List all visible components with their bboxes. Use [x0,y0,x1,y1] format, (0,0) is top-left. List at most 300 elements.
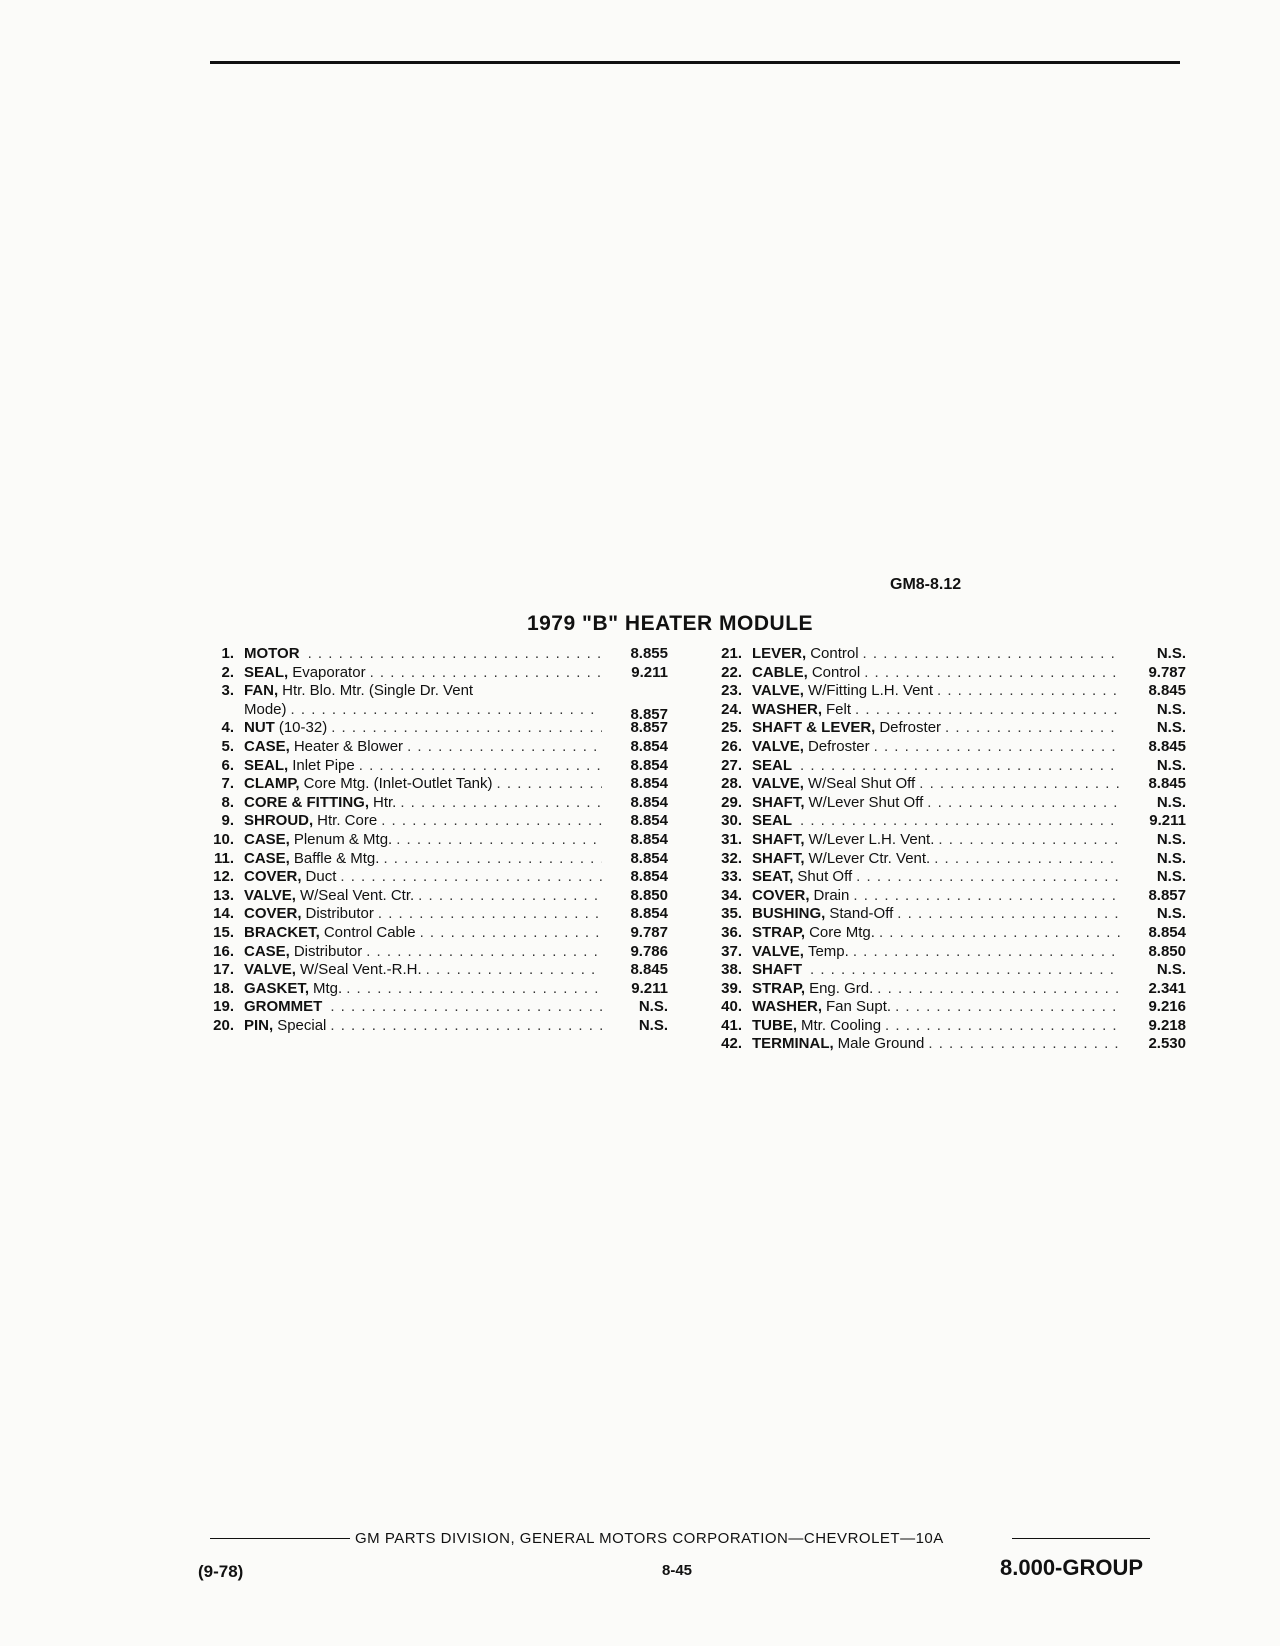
item-number: 32. [721,849,742,867]
dot-leader [400,794,602,813]
parts-list-row [708,757,1186,776]
item-number: 41. [721,1016,742,1034]
group-number: 8.854 [630,868,668,886]
dot-leader [855,701,1120,720]
parts-list-row [708,701,1186,720]
dot-leader [370,664,602,683]
item-description [752,1017,1134,1036]
item-description [244,831,616,850]
part-detail: Plenum & Mtg. [293,830,393,848]
item-description [752,850,1134,869]
parts-list-row [708,775,1186,794]
part-name: FAN, [244,682,279,700]
part-detail: W/Seal Vent. Ctr. [299,886,415,904]
parts-list-row [200,794,668,813]
part-detail: Eng. Grd. [809,979,874,997]
group-number: 8.854 [630,737,668,755]
parts-list-row [708,980,1186,999]
dot-leader [938,831,1120,850]
part-name: SHAFT, [752,830,805,848]
part-name: SHAFT [752,961,802,979]
parts-list-row [708,682,1186,701]
parts-list-row [200,645,668,664]
group-number: N.S. [1156,961,1186,979]
group-number: 8.854 [630,849,668,867]
part-detail: W/Lever L.H. Vent. [808,830,935,848]
group-number: 8.854 [630,905,668,923]
item-number: 22. [721,663,742,681]
item-description [244,961,616,980]
part-name: TERMINAL, [752,1035,834,1053]
parts-list-row [200,905,668,924]
part-detail: Inlet Pipe [292,756,355,774]
dot-leader [853,887,1120,906]
dot-leader [895,998,1120,1017]
part-name: SHAFT, [752,793,805,811]
group-number: N.S. [1156,793,1186,811]
group-number: 2.530 [1148,1035,1186,1053]
part-name: LEVER, [752,645,807,662]
part-name: CASE, [244,737,290,755]
part-name: CASE, [244,830,290,848]
dot-leader [330,1017,602,1036]
item-number: 36. [721,923,742,941]
group-number: 8.854 [630,756,668,774]
item-number: 26. [721,737,742,755]
item-description [244,682,616,701]
parts-list-row [708,905,1186,924]
part-name: PIN, [244,1016,274,1034]
item-description [752,831,1134,850]
group-number: 9.216 [1148,998,1186,1016]
item-number: 4. [221,719,234,737]
dot-leader [877,980,1120,999]
header-rule [210,61,1180,64]
item-number: 19. [213,998,234,1016]
group-number: N.S. [1156,756,1186,774]
dot-leader [420,924,602,943]
parts-list-row [200,961,668,980]
item-description [752,961,1134,980]
parts-list-row [200,812,668,831]
part-name: CABLE, [752,663,808,681]
item-number: 38. [721,961,742,979]
dot-leader [800,812,1120,831]
dot-leader [897,905,1120,924]
item-number: 25. [721,719,742,737]
item-number: 31. [721,830,742,848]
item-description [752,775,1134,794]
part-detail: Male Ground [837,1035,925,1053]
dot-leader [330,998,602,1017]
part-detail: Mtr. Cooling [801,1016,882,1034]
part-detail: Defroster [879,719,942,737]
parts-list-row [708,831,1186,850]
parts-list-row [200,980,668,999]
part-name: VALVE, [244,886,296,904]
figure-id: GM8-8.12 [890,576,962,593]
part-detail: Control [810,645,859,662]
parts-list-row [708,887,1186,906]
part-name: STRAP, [752,923,806,941]
dot-leader [928,1035,1120,1054]
item-description [244,775,616,794]
item-number: 17. [213,961,234,979]
part-detail: Htr. Core [317,812,378,830]
part-name: SEAT, [752,868,794,886]
item-description [752,943,1134,962]
group-number: 9.211 [631,979,668,997]
group-number: N.S. [1156,645,1186,662]
parts-list-row [708,794,1186,813]
part-detail: Drain [813,886,850,904]
item-number: 6. [221,756,234,774]
parts-list-row [708,1035,1186,1054]
footer-page-number: 8-45 [662,1562,693,1579]
dot-leader [331,719,602,738]
parts-list-row [708,645,1186,664]
parts-list-row [200,850,668,869]
part-detail: W/Lever Shut Off [808,793,924,811]
dot-leader [800,757,1120,776]
group-number: N.S. [1156,849,1186,867]
part-detail: W/Seal Shut Off [807,775,916,793]
part-detail: Heater & Blower [293,737,404,755]
part-name: COVER, [244,868,302,886]
dot-leader [418,887,602,906]
part-detail: Defroster [807,737,870,755]
part-name: VALVE, [752,775,804,793]
part-detail: Evaporator [292,663,366,681]
parts-list-row [200,831,668,850]
item-number: 9. [221,812,234,830]
part-detail: Special [277,1016,327,1034]
part-name: SEAL, [244,663,289,681]
part-name: BRACKET, [244,923,320,941]
parts-list-row [708,961,1186,980]
part-detail: W/Fitting L.H. Vent [807,682,933,700]
item-number: 34. [721,886,742,904]
dot-leader [879,924,1120,943]
group-number: N.S. [1156,868,1186,886]
item-number: 13. [213,886,234,904]
item-number: 11. [213,849,234,867]
dot-leader [864,664,1120,683]
item-number: 18. [213,979,234,997]
parts-list-row [200,682,668,701]
group-number: 2.341 [1148,979,1186,997]
part-name: SHROUD, [244,812,314,830]
parts-list-row [200,719,668,738]
item-number: 12. [213,868,234,886]
parts-list-row [200,700,668,724]
group-number: 8.857 [630,719,668,737]
item-number: 28. [721,775,742,793]
group-number: 8.857 [630,706,668,724]
item-number: 5. [221,737,234,755]
dot-leader [937,682,1120,701]
group-number: 8.850 [1148,942,1186,960]
dot-leader [874,738,1120,757]
part-name: VALVE, [244,961,296,979]
group-number: 8.845 [1148,737,1186,755]
part-detail: Control [811,663,861,681]
part-detail: Felt [826,700,852,718]
dot-leader [497,775,602,794]
item-description [752,998,1134,1017]
parts-list-row [708,738,1186,757]
dot-leader [407,738,602,757]
group-number: N.S. [638,1016,668,1034]
part-detail: Baffle & Mtg. [293,849,380,867]
group-number: 8.845 [630,961,668,979]
group-number: 8.854 [630,775,668,793]
dot-leader [366,943,602,962]
footer-group-label: 8.000-GROUP [1000,1555,1144,1580]
dot-leader [810,961,1120,980]
item-number: 14. [213,905,234,923]
item-description [244,645,616,664]
group-number: 8.854 [630,812,668,830]
part-name: SEAL, [244,756,289,774]
dot-leader [378,905,602,924]
part-name: WASHER, [752,998,823,1016]
part-detail: Control Cable [323,923,416,941]
part-name: SHAFT & LEVER, [752,719,876,737]
part-detail: Mtg. [313,979,343,997]
item-number: 15. [213,923,234,941]
dot-leader [291,701,602,720]
footer-rule-left [210,1538,350,1539]
dot-leader [426,961,602,980]
item-number: 40. [721,998,742,1016]
item-number: 7. [221,775,234,793]
part-detail: Distributor [305,905,374,923]
item-number: 29. [721,793,742,811]
group-number: 8.854 [1148,923,1186,941]
item-number: 3. [221,682,234,700]
item-description [752,645,1134,664]
item-number: 37. [721,942,742,960]
item-description [752,905,1134,924]
group-number: N.S. [1156,700,1186,718]
part-name: GROMMET [244,998,323,1016]
group-number: 8.854 [630,793,668,811]
dot-leader [856,868,1120,887]
item-description [244,998,616,1017]
part-name: GASKET, [244,979,310,997]
dot-leader [383,850,602,869]
part-name: VALVE, [752,682,804,700]
part-name: TUBE, [752,1016,797,1034]
item-description [752,664,1134,683]
dot-leader [340,868,602,887]
dot-leader [919,775,1120,794]
item-number: 2. [221,663,234,681]
dot-leader [396,831,602,850]
parts-list-row [708,924,1186,943]
item-number: 33. [721,868,742,886]
parts-list-row [200,868,668,887]
part-detail: Fan Supt. [826,998,892,1016]
item-description [752,1035,1134,1054]
part-name: MOTOR [244,645,300,662]
parts-list-row [708,1017,1186,1036]
item-description [752,868,1134,887]
item-number: 27. [721,756,742,774]
item-description [752,887,1134,906]
parts-list-row [200,1017,668,1036]
parts-list-row [708,998,1186,1017]
item-number: 35. [721,905,742,923]
part-name: SEAL [752,756,793,774]
parts-list-row [200,943,668,962]
item-number: 21. [721,645,742,662]
item-description [244,943,616,962]
footer-rule-right [1012,1538,1150,1539]
parts-list-row [200,998,668,1017]
group-number: 8.845 [1148,775,1186,793]
parts-list-left [200,645,668,1035]
parts-list-row [708,812,1186,831]
group-number: 8.845 [1148,682,1186,700]
item-description [244,812,616,831]
parts-list-row [200,738,668,757]
group-number: N.S. [1156,719,1186,737]
item-description [244,701,616,720]
parts-list-row [200,775,668,794]
group-number: N.S. [1156,830,1186,848]
parts-list-row [708,719,1186,738]
dot-leader [927,794,1120,813]
part-detail: Core Mtg. [809,923,875,941]
parts-list-right [708,645,1186,1054]
part-name: VALVE, [752,942,804,960]
item-number: 20. [213,1016,234,1034]
item-description [244,1017,616,1036]
parts-list-row [200,887,668,906]
dot-leader [359,757,602,776]
part-name: CLAMP, [244,775,300,793]
item-number: 39. [721,979,742,997]
parts-list-row [200,664,668,683]
part-detail: Stand-Off [829,905,894,923]
item-description [244,719,616,738]
parts-list-row [200,757,668,776]
item-description [244,868,616,887]
part-name: BUSHING, [752,905,826,923]
group-number: 8.854 [630,830,668,848]
item-description [244,924,616,943]
dot-leader [381,812,602,831]
part-detail: Distributor [293,942,363,960]
group-number: 8.850 [630,886,668,904]
item-number: 24. [721,700,742,718]
dot-leader [853,943,1120,962]
part-detail: Temp. [807,942,849,960]
part-name: NUT [244,719,275,737]
dot-leader [934,850,1120,869]
group-number: 9.211 [631,663,668,681]
parts-list-row [708,868,1186,887]
item-description [244,887,616,906]
item-description [244,980,616,999]
group-number: 9.787 [630,923,668,941]
dot-leader [863,645,1120,664]
group-number: 9.787 [1148,663,1186,681]
part-name: STRAP, [752,979,806,997]
item-description [244,738,616,757]
item-description [244,664,616,683]
part-detail: W/Lever Ctr. Vent. [808,849,931,867]
part-name: CORE & FITTING, [244,793,369,811]
dot-leader [308,645,602,664]
item-description [244,757,616,776]
item-description [244,905,616,924]
item-description [752,812,1134,831]
group-number: 9.211 [1149,812,1186,830]
dot-leader [346,980,602,999]
group-number: 9.218 [1148,1016,1186,1034]
item-description [752,794,1134,813]
part-name: COVER, [244,905,302,923]
parts-list-row [708,664,1186,683]
part-detail: Shut Off [797,868,853,886]
part-detail: Duct [305,868,337,886]
item-description [752,924,1134,943]
item-description [752,980,1134,999]
item-description [244,850,616,869]
part-detail: Htr. [373,793,397,811]
page-title: 1979 "B" HEATER MODULE [526,612,814,635]
part-name: VALVE, [752,737,804,755]
part-name: SHAFT, [752,849,805,867]
group-number: N.S. [1156,905,1186,923]
item-number: 16. [213,942,234,960]
item-number: 10. [213,830,234,848]
item-description [752,757,1134,776]
item-description [752,701,1134,720]
part-name: SEAL [752,812,793,830]
dot-leader [885,1017,1120,1036]
part-name: CASE, [244,942,290,960]
item-number: 23. [721,682,742,700]
part-detail: Mode) [244,700,287,718]
dot-leader [945,719,1120,738]
group-number: 8.857 [1148,886,1186,904]
item-number: 1. [221,645,234,662]
part-detail: (10-32) [278,719,328,737]
part-name: WASHER, [752,700,823,718]
parts-list-row [708,943,1186,962]
item-number: 8. [221,793,234,811]
part-name: CASE, [244,849,290,867]
item-number: 30. [721,812,742,830]
part-detail: Core Mtg. (Inlet-Outlet Tank) [303,775,493,793]
parts-list-row [708,850,1186,869]
item-description [752,719,1134,738]
group-number: 8.855 [630,645,668,662]
item-description [752,738,1134,757]
group-number: N.S. [638,998,668,1016]
part-detail: W/Seal Vent.-R.H. [299,961,422,979]
parts-list-row [200,924,668,943]
item-description [244,794,616,813]
part-name: COVER, [752,886,810,904]
footer-date: (9-78) [198,1562,244,1581]
item-number: 42. [721,1035,742,1053]
group-number: 9.786 [630,942,668,960]
